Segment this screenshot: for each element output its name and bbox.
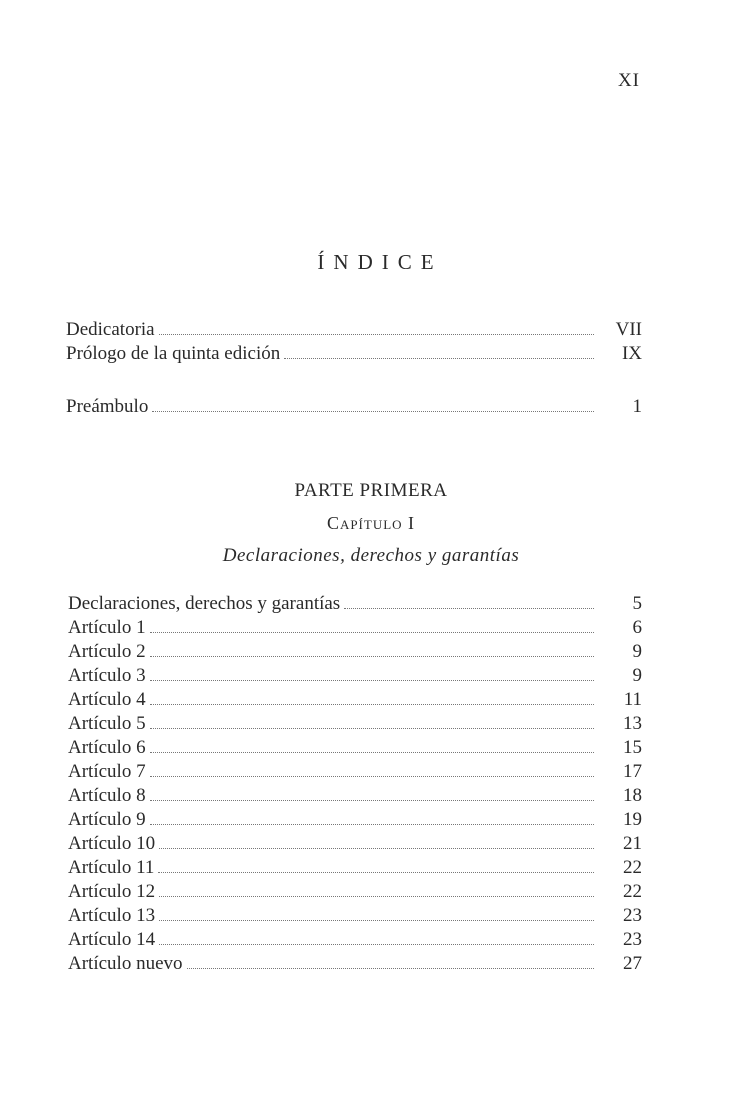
chapter-subtitle: Declaraciones, derechos y garantías — [222, 545, 520, 566]
toc-entry-page: 27 — [623, 953, 642, 974]
dot-leader — [150, 800, 594, 801]
toc-entry-page: 23 — [623, 929, 642, 950]
toc-entry-label: Artículo 4 — [68, 689, 146, 710]
toc-entry-label: Declaraciones, derechos y garantías — [68, 593, 341, 614]
toc-entry — [68, 833, 642, 857]
toc-entry-label: Artículo 8 — [68, 785, 146, 806]
toc-entry-page: VII — [615, 319, 642, 340]
toc-entry-page: 5 — [632, 593, 642, 614]
toc-entry — [68, 617, 642, 641]
dot-leader — [150, 680, 594, 681]
toc-entry-label: Artículo 5 — [68, 713, 146, 734]
dot-leader — [150, 776, 594, 777]
index-title: ÍNDICE — [317, 250, 443, 274]
toc-entry — [68, 881, 642, 905]
toc-entry-label: Artículo 6 — [68, 737, 146, 758]
toc-entry-page: IX — [621, 343, 642, 364]
toc-entry-label: Artículo nuevo — [68, 953, 183, 974]
dot-leader — [159, 334, 594, 335]
dot-leader — [152, 411, 594, 412]
toc-entry-label: Artículo 2 — [68, 641, 146, 662]
toc-entry-label: Artículo 14 — [68, 929, 156, 950]
toc-entry-page: 19 — [623, 809, 642, 830]
toc-entry-page: 17 — [623, 761, 642, 782]
toc-entry — [68, 737, 642, 761]
dot-leader — [159, 896, 594, 897]
toc-entry-page: 9 — [632, 665, 642, 686]
toc-entry — [66, 343, 642, 367]
toc-entry-label: Artículo 7 — [68, 761, 146, 782]
dot-leader — [150, 752, 594, 753]
dot-leader — [159, 920, 594, 921]
toc-entry — [68, 929, 642, 953]
dot-leader — [150, 728, 594, 729]
dot-leader — [344, 608, 594, 609]
toc-entry-page: 15 — [623, 737, 642, 758]
toc-entry — [66, 319, 642, 343]
toc-entry-label: Artículo 10 — [68, 833, 156, 854]
dot-leader — [187, 968, 594, 969]
part-title: PARTE PRIMERA — [294, 480, 448, 501]
toc-entry-page: 22 — [623, 857, 642, 878]
toc-entry-label: Prólogo de la quinta edición — [66, 343, 281, 364]
toc-entry-page: 6 — [632, 617, 642, 638]
toc-entry-label: Artículo 12 — [68, 881, 156, 902]
dot-leader — [159, 944, 594, 945]
dot-leader — [159, 848, 594, 849]
toc-entry — [68, 593, 642, 617]
toc-entry-label: Artículo 9 — [68, 809, 146, 830]
toc-entry — [68, 785, 642, 809]
dot-leader — [158, 872, 594, 873]
toc-entry — [68, 641, 642, 665]
toc-entry-label: Dedicatoria — [66, 319, 155, 340]
toc-entry-page: 18 — [623, 785, 642, 806]
toc-entry-page: 9 — [632, 641, 642, 662]
toc-entry-label: Artículo 3 — [68, 665, 146, 686]
toc-entry — [68, 809, 642, 833]
dot-leader — [284, 358, 594, 359]
toc-entry-page: 1 — [632, 396, 642, 417]
dot-leader — [150, 824, 594, 825]
dot-leader — [150, 632, 594, 633]
dot-leader — [150, 656, 594, 657]
toc-entry-label: Artículo 11 — [68, 857, 155, 878]
toc-entry — [68, 857, 642, 881]
toc-entry — [68, 953, 642, 977]
toc-entry-page: 22 — [623, 881, 642, 902]
toc-entry-label: Artículo 1 — [68, 617, 146, 638]
toc-entry-label: Preámbulo — [66, 396, 149, 417]
toc-entry-page: 21 — [623, 833, 642, 854]
dot-leader — [150, 704, 594, 705]
front-matter-list — [66, 319, 642, 367]
toc-entry — [68, 665, 642, 689]
page-number: XI — [617, 70, 640, 91]
toc-entry-page: 13 — [623, 713, 642, 734]
chapter-title: Capítulo I — [326, 513, 416, 533]
chapter-entries-list — [68, 593, 642, 977]
toc-entry — [68, 761, 642, 785]
toc-entry-page: 23 — [623, 905, 642, 926]
toc-entry-page: 11 — [623, 689, 642, 710]
toc-entry — [68, 905, 642, 929]
toc-entry — [66, 396, 642, 420]
toc-entry — [68, 689, 642, 713]
toc-entry-label: Artículo 13 — [68, 905, 156, 926]
toc-entry — [68, 713, 642, 737]
preamble-list — [66, 396, 642, 420]
